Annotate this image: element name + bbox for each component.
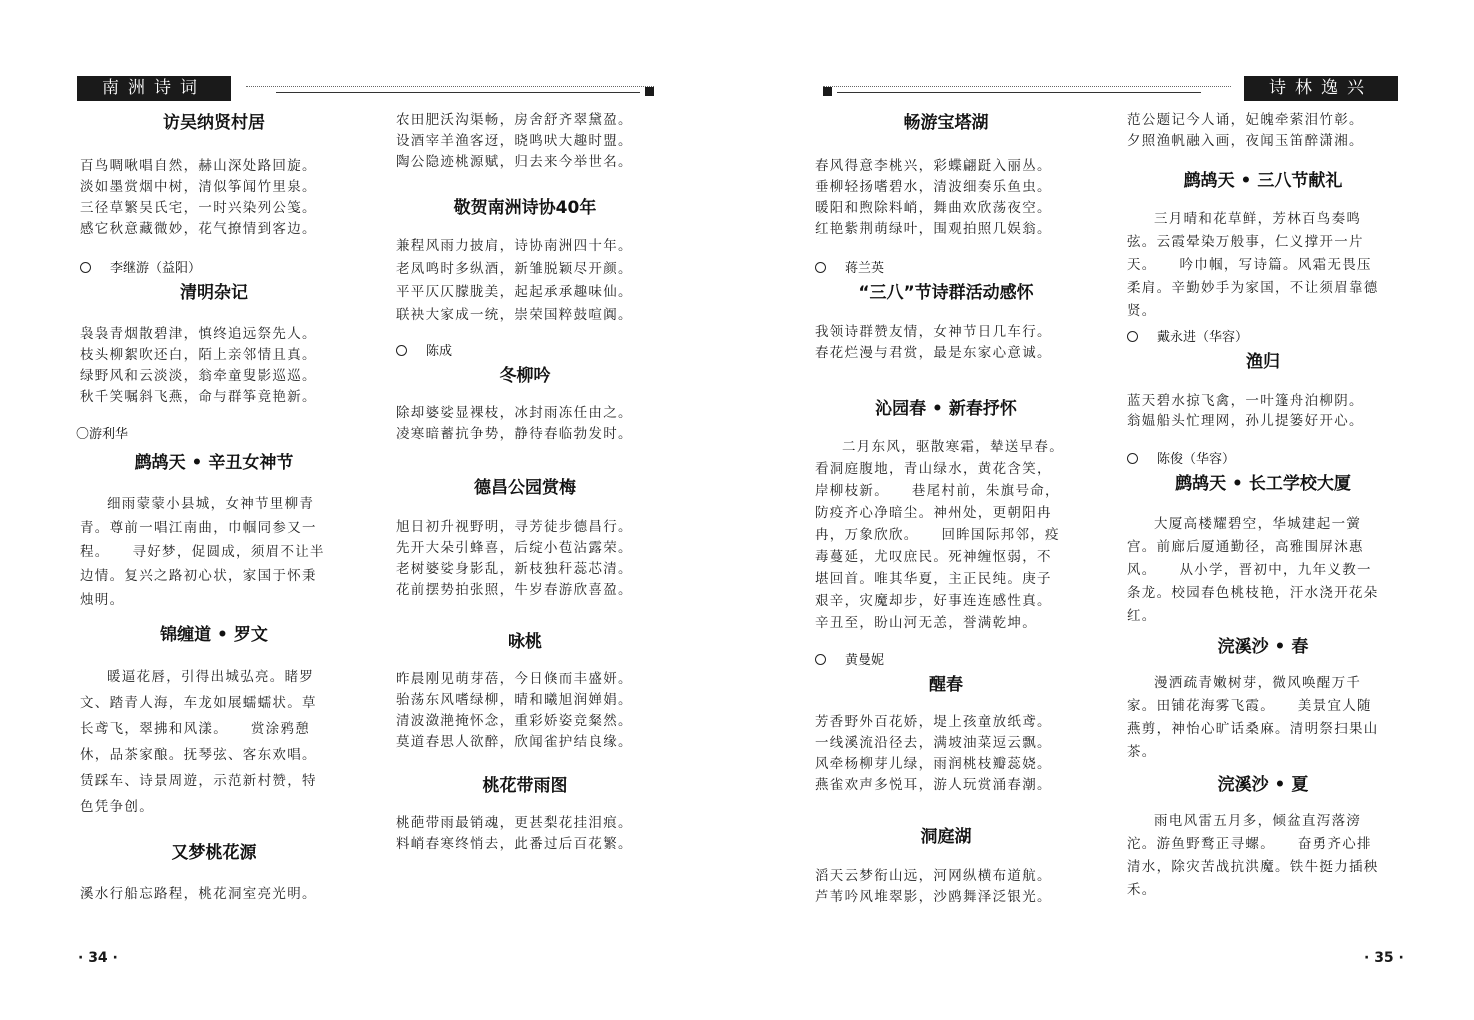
ci-line: 三月晴和花草鲜，芳林百鸟奏鸣 — [1154, 211, 1362, 227]
ci-line: 风。 从小学，晋初中，九年义教一 — [1127, 562, 1372, 578]
poem-body — [815, 866, 1077, 908]
ci-line: 二月东风，驱散寒霜，辇送早春。 — [842, 439, 1064, 455]
ci-line: 冉，万象欣欣。 回眸国际邦邻，疫 — [815, 527, 1060, 543]
ci-line: 红。 — [1127, 608, 1157, 624]
circle-bullet-icon — [815, 262, 826, 273]
page-number: · 35 · — [1364, 950, 1404, 966]
poem-title: “三八”节诗群活动感怀 — [858, 283, 1034, 303]
ci-line: 毒蔓延，尤叹庶民。死神缠怄弱，不 — [815, 549, 1052, 565]
ci-line: 天。 吟巾帼，写诗篇。风霜无畏压 — [1127, 257, 1372, 273]
poem-line: 感它秋意藏微妙，花气撩情到客边。 — [80, 221, 317, 237]
poem-body — [396, 403, 654, 445]
poem-line: 绿野风和云淡淡，翁牵童叟影巡巡。 — [80, 368, 317, 384]
author-line — [80, 260, 348, 278]
author-name: 陈成 — [426, 344, 453, 359]
poem-body — [396, 669, 654, 753]
poem-line: 百鸟啁啾唱自然，赫山深处路回旋。 — [80, 158, 317, 174]
author-line — [815, 652, 1077, 670]
dotted-line — [246, 86, 654, 87]
author-line — [396, 343, 654, 361]
ci-line: 艰辛，灾魔却步，好事连连感性真。 — [815, 593, 1052, 609]
circle-bullet-icon — [396, 345, 407, 356]
poem-line: 淡如墨赏烟中树，清似筝闻竹里泉。 — [80, 179, 317, 195]
ci-line: 弦。云霞晕染万般事，仁义撑开一片 — [1127, 234, 1364, 250]
poem-continuation — [396, 110, 654, 173]
poem-line: 老树婆娑身影乱，新枝独秆蕊芯清。 — [396, 561, 633, 577]
ci-body — [1127, 208, 1399, 323]
circle-bullet-icon — [815, 654, 826, 665]
right-column-1 — [815, 106, 1077, 908]
poem-line: 枝头柳絮吹还白，陌上亲邻情且真。 — [80, 347, 317, 363]
poem-line: 陶公隐迹桃源赋，归去来今举世名。 — [396, 154, 633, 170]
author-line — [815, 260, 1077, 278]
poem-line: 春花烂漫与君赏，最是东家心意诚。 — [815, 345, 1052, 361]
ci-body — [1127, 672, 1399, 764]
poem-body — [815, 712, 1077, 796]
poem-title: 渔归 — [1246, 352, 1280, 372]
solid-line — [276, 92, 640, 93]
poem-line: 芳香野外百花娇，堤上孩童放纸鸢。 — [815, 714, 1052, 730]
ci-line: 禾。 — [1127, 882, 1157, 898]
ci-line: 清水，除灾苦战抗洪魔。铁牛挺力插秧 — [1127, 859, 1379, 875]
right-page — [737, 0, 1474, 1020]
author-line — [1127, 329, 1399, 347]
ci-line: 岸柳枝新。 巷尾村前，朱旗号命， — [815, 483, 1060, 499]
poem-line: 骀荡东风嗜绿柳，晴和曦旭润婵娟。 — [396, 692, 633, 708]
poem-line: 莫道春思人欲醉，欣闻雀护结良缘。 — [396, 734, 633, 750]
ci-line: 雨电风雷五月多，倾盆直泻落滂 — [1154, 813, 1362, 829]
poem-line: 料峭春寒终悄去，此番过后百花繁。 — [396, 836, 633, 852]
dotted-line — [823, 86, 1231, 87]
author-name: 戴永进（华容） — [1157, 330, 1249, 345]
poem-line: 春风得意李桃兴，彩蝶翩跹入丽丛。 — [815, 158, 1052, 174]
poem-line: 设酒宰羊渔客迓，晓鸣吠大趣时盟。 — [396, 133, 633, 149]
ci-line: 茶。 — [1127, 744, 1157, 760]
ci-line: 程。 寻好梦，促圆成，须眉不让半 — [80, 544, 325, 560]
poem-line: 红艳紫荆萌绿叶，围观拍照几娱翁。 — [815, 221, 1052, 237]
poem-line: 一线溪流沿径去，满坡油菜逗云飘。 — [815, 735, 1052, 751]
section-header-tag: 南洲诗词 — [77, 76, 231, 101]
poem-line: 老凤鸣时多纵酒，新雏脱颖尽开颜。 — [396, 261, 633, 277]
ci-line: 燕剪，神怡心旷话桑麻。清明祭扫果山 — [1127, 721, 1379, 737]
poem-title: 醒春 — [929, 675, 963, 695]
poem-line: 清波潋滟掩怀念，重彩娇姿竞粲然。 — [396, 713, 633, 729]
ci-line: 色凭争创。 — [80, 799, 154, 815]
poem-title: 敬贺南洲诗协40年 — [453, 198, 597, 218]
ci-line: 看洞庭腹地，青山绿水，黄花含笑， — [815, 461, 1052, 477]
author-name: 〇游利华 — [76, 427, 129, 442]
poem-line: 芦苇吟风堆翠影，沙鸥舞泽泛银光。 — [815, 889, 1052, 905]
author-name: 陈俊（华容） — [1157, 452, 1236, 467]
poem-body — [815, 156, 1077, 240]
poem-title: 访吴纳贤村居 — [163, 113, 265, 133]
ci-line: 宫。前廊后厦通勤径，高雅围屏沐惠 — [1127, 539, 1364, 555]
poem-title: 桃花带雨图 — [482, 776, 568, 796]
left-column-2 — [396, 110, 654, 855]
poem-title: 清明杂记 — [180, 283, 248, 303]
poem-line: 兼程风雨力披肩，诗协南洲四十年。 — [396, 238, 633, 254]
author-name: 蒋兰英 — [845, 261, 885, 276]
page-number: · 34 · — [78, 950, 118, 966]
poem-continuation — [1127, 110, 1399, 152]
poem-line: 袅袅青烟散碧津，慎终追远祭先人。 — [80, 326, 317, 342]
poem-body — [80, 156, 348, 240]
poem-line: 平平仄仄朦胧美，起起承承趣味仙。 — [396, 284, 633, 300]
square-marker — [823, 87, 832, 96]
ci-line: 长鸢飞，翠拂和风漾。 赏涂鸦憩 — [80, 721, 311, 737]
poem-line: 先开大朵引蜂喜，后绽小苞沾露荣。 — [396, 540, 633, 556]
left-column-1 — [76, 106, 348, 905]
ci-line: 堪回首。唯其华夏，主正民纯。庚子 — [815, 571, 1052, 587]
ci-line: 休，品茶家酿。抚琴弦、客东欢唱。 — [80, 747, 317, 763]
ci-body — [1127, 513, 1399, 628]
ci-line: 防疫齐心净暗尘。神州处，更朝阳冉 — [815, 505, 1052, 521]
circle-bullet-icon — [80, 262, 91, 273]
author-name: 黄曼妮 — [845, 653, 885, 668]
square-marker — [645, 87, 654, 96]
ci-line: 大厦高楼耀碧空，华城建起一黉 — [1154, 516, 1362, 532]
ci-line: 漫洒疏青嫩树芽，微风唤醒万千 — [1154, 675, 1362, 691]
ci-body — [80, 492, 348, 612]
poem-line: 垂柳轻扬嗜碧水，清波细奏乐鱼虫。 — [815, 179, 1052, 195]
poem-title: 冬柳吟 — [499, 366, 551, 386]
poem-line: 翁媪船头忙理网，孙儿提篓好开心。 — [1127, 413, 1364, 429]
ci-line: 条龙。校园春色桃枝艳，汗水浇开花朵 — [1127, 585, 1379, 601]
ci-line: 细雨蒙蒙小县城，女神节里柳青 — [107, 496, 315, 512]
ci-line: 边情。复兴之路初心状，家国于怀秉 — [80, 568, 317, 584]
ci-line: 贤。 — [1127, 303, 1157, 319]
poem-body — [80, 324, 348, 408]
poem-body — [815, 322, 1077, 364]
author-line — [1127, 451, 1399, 469]
poem-title: 德昌公园赏梅 — [474, 478, 576, 498]
poem-title: 鹧鸪天 • 长工学校大厦 — [1175, 474, 1351, 494]
ci-line: 辛丑至，盼山河无恙，誉满乾坤。 — [815, 615, 1037, 631]
poem-title: 浣溪沙 • 春 — [1217, 637, 1309, 657]
ci-line: 暖逼花唇，引得出城弘亮。睹罗 — [107, 669, 315, 685]
poem-title: 洞庭湖 — [920, 827, 972, 847]
poem-line: 花前摆势拍张照，牛岁春游欣喜盈。 — [396, 582, 633, 598]
section-header-tag: 诗林逸兴 — [1244, 76, 1398, 101]
ci-line: 赁踩车、诗景周遊，示范新村赞，特 — [80, 773, 317, 789]
ci-body — [1127, 810, 1399, 902]
poem-line: 凌寒暗蓄抗争势，静待春临勃发时。 — [396, 426, 633, 442]
poem-body — [396, 813, 654, 855]
poem-title: 鹧鸪天 • 三八节献礼 — [1183, 171, 1343, 191]
poem-line: 旭日初升视野明，寻芳徒步德昌行。 — [396, 519, 633, 535]
poem-title: 浣溪沙 • 夏 — [1217, 775, 1309, 795]
poem-line: 夕照渔帆融入画，夜闻玉笛醉潇湘。 — [1127, 133, 1364, 149]
poem-line: 滔天云梦衔山远，河网纵横布道航。 — [815, 868, 1052, 884]
circle-bullet-icon — [1127, 453, 1138, 464]
ci-line: 文、踏青人海，车龙如展蠕蠕状。草 — [80, 695, 317, 711]
poem-line: 秋千笑嘱斜飞燕，命与群筝竟艳新。 — [80, 389, 317, 405]
circle-bullet-icon — [1127, 331, 1138, 342]
ci-line: 家。田铺花海雾飞霞。 美景宜人随 — [1127, 698, 1372, 714]
ci-body — [815, 436, 1077, 634]
author-name: 李继游（益阳） — [110, 261, 202, 276]
poem-line: 昨晨刚见萌芽蓓，今日倏而丰盛妍。 — [396, 671, 633, 687]
poem-body — [396, 517, 654, 601]
poem-line: 溪水行船忘路程，桃花洞室亮光明。 — [80, 886, 317, 902]
poem-line: 农田肥沃沟渠畅，房舍舒齐翠黛盈。 — [396, 112, 633, 128]
poem-line: 联袂大家成一统，崇荣国粹鼓喧阗。 — [396, 307, 633, 323]
poem-line: 桃葩带雨最销魂，更甚梨花挂泪痕。 — [396, 815, 633, 831]
poem-line: 风牵杨柳芽儿绿，雨润桃枝瓣蕊娆。 — [815, 756, 1052, 772]
ci-line: 沱。游鱼野鹜正寻螺。 奋勇齐心排 — [1127, 836, 1372, 852]
poem-line: 除却婆娑显裸枝，冰封雨冻任由之。 — [396, 405, 633, 421]
poem-body — [80, 884, 348, 905]
header-rule — [823, 84, 1231, 96]
ci-body — [80, 664, 348, 820]
ci-line: 烛明。 — [80, 592, 125, 608]
header-rule — [246, 84, 654, 96]
right-column-2 — [1127, 110, 1399, 902]
poem-title: 畅游宝塔湖 — [903, 113, 989, 133]
poem-line: 燕雀欢声多悦耳，游人玩赏涌春潮。 — [815, 777, 1052, 793]
poem-title: 又梦桃花源 — [171, 843, 257, 863]
poem-line: 三径草繁吴氏宅，一时兴染列公笺。 — [80, 200, 317, 216]
poem-line: 暖阳和煦除料峭，舞曲欢欣荡夜空。 — [815, 200, 1052, 216]
poem-title: 咏桃 — [508, 632, 542, 652]
poem-line: 范公题记今人诵，妃魄牵萦泪竹彰。 — [1127, 112, 1364, 128]
poem-body — [396, 235, 654, 327]
poem-line: 我领诗群赞友情，女神节日几车行。 — [815, 324, 1052, 340]
poem-body — [1127, 391, 1399, 431]
ci-line: 青。尊前一唱江南曲，巾帼同参又一 — [80, 520, 317, 536]
solid-line — [837, 92, 1201, 93]
poem-title: 沁园春 • 新春抒怀 — [875, 399, 1017, 419]
poem-title: 鹧鸪天 • 辛丑女神节 — [134, 453, 294, 473]
poem-title: 锦缠道 • 罗文 — [160, 625, 268, 645]
ci-line: 柔肩。辛勤妙手为家国，不让须眉靠德 — [1127, 280, 1379, 296]
poem-line: 蓝天碧水掠飞禽，一叶篷舟泊柳阴。 — [1127, 393, 1364, 409]
